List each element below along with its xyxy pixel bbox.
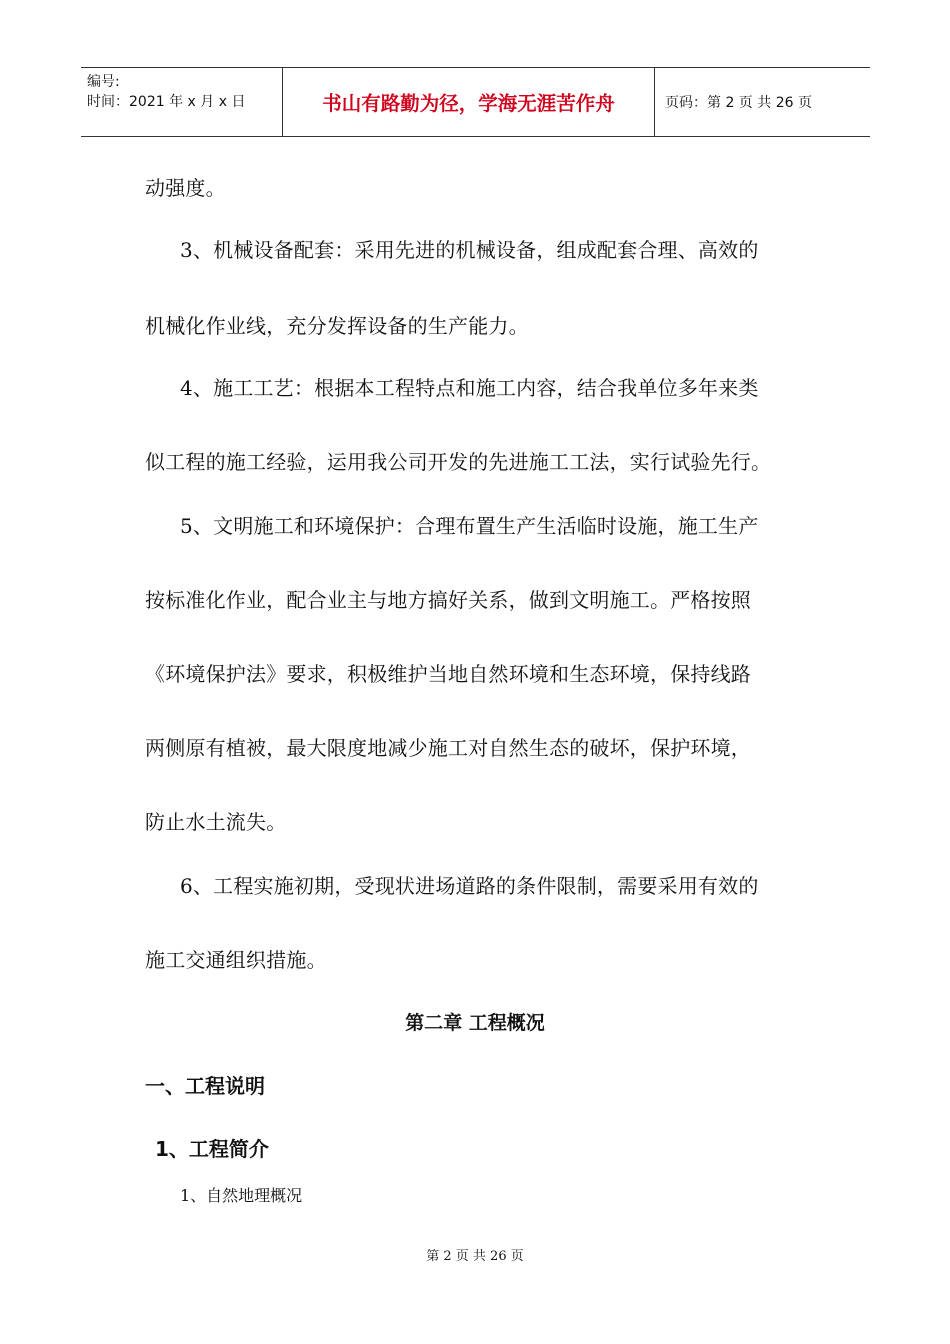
section-title: 一、工程说明 — [145, 1074, 265, 1098]
body-line: 6、工程实施初期，受现状进场道路的条件限制，需要采用有效的 — [180, 874, 759, 898]
item-title: 1、自然地理概况 — [180, 1186, 303, 1205]
body-line: 机械化作业线，充分发挥设备的生产能力。 — [145, 314, 529, 338]
time-label: 时间：2021 年 x 月 x 日 — [87, 94, 246, 110]
page-footer: 第 2 页 共 26 页 — [426, 1249, 524, 1264]
header-page-info: 页码：第 2 页 共 26 页 — [665, 95, 812, 111]
body-line: 防止水土流失。 — [145, 810, 287, 834]
body-line: 似工程的施工经验，运用我公司开发的先进施工工法，实行试验先行。 — [145, 450, 772, 474]
header-meta-cell — [81, 68, 283, 136]
body-line: 5、文明施工和环境保护：合理布置生产生活临时设施，施工生产 — [180, 514, 759, 538]
body-line: 按标准化作业，配合业主与地方搞好关系，做到文明施工。严格按照 — [145, 588, 751, 612]
document-header — [81, 67, 870, 137]
body-line: 两侧原有植被，最大限度地减少施工对自然生态的破坏，保护环境， — [145, 736, 751, 760]
number-label: 编号: — [87, 74, 120, 90]
body-line: 动强度。 — [145, 176, 226, 200]
body-line: 4、施工工艺：根据本工程特点和施工内容，结合我单位多年来类 — [180, 376, 759, 400]
body-line: 施工交通组织措施。 — [145, 948, 327, 972]
body-line: 3、机械设备配套：采用先进的机械设备，组成配套合理、高效的 — [180, 238, 759, 262]
header-motto: 书山有路勤为径，学海无涯苦作舟 — [283, 68, 655, 136]
body-line: 《环境保护法》要求，积极维护当地自然环境和生态环境，保持线路 — [145, 662, 751, 686]
chapter-title: 第二章 工程概况 — [405, 1012, 545, 1034]
subsection-title: 1、工程简介 — [155, 1137, 269, 1161]
